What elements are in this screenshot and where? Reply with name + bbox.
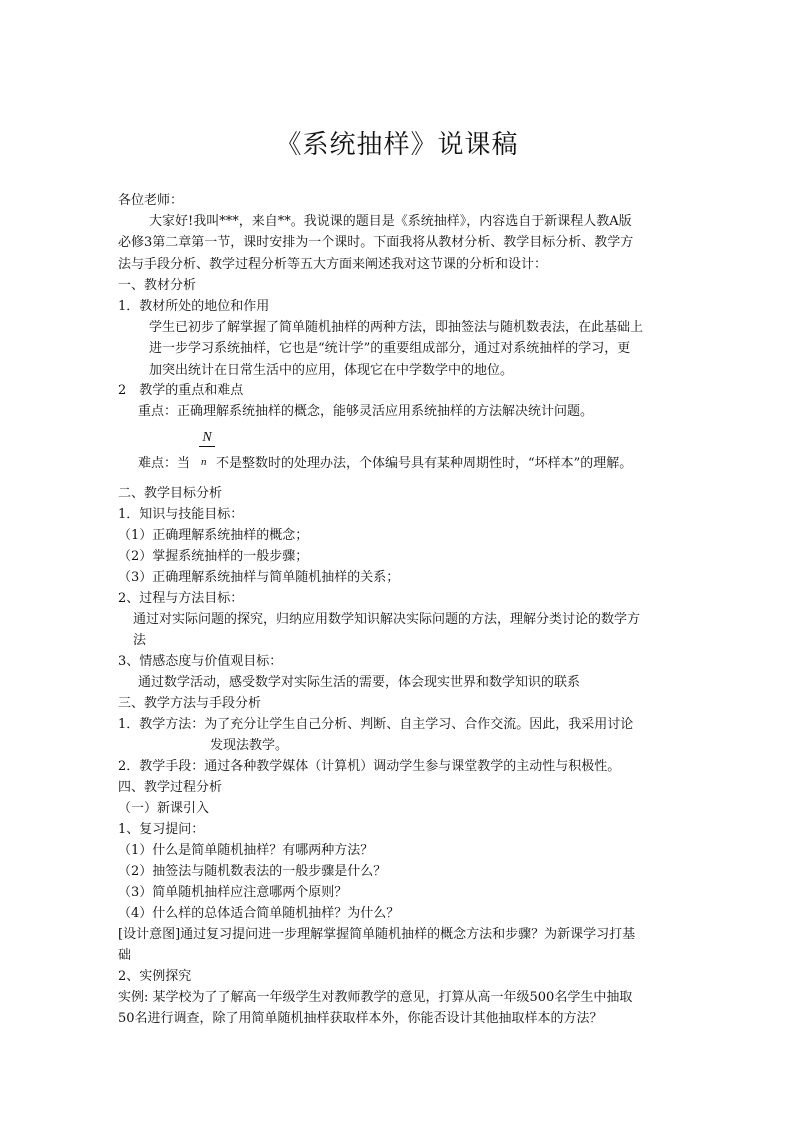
- text-line: 础: [118, 948, 132, 963]
- text-line: 法: [133, 633, 147, 648]
- subsection-heading: 1．教材所处的地位和作用: [118, 299, 270, 314]
- text-line: 学生已初步了解掌握了简单随机抽样的两种方法，即抽签法与随机数表法，在此基础上: [149, 320, 644, 335]
- section-heading: 二、教学目标分析: [118, 486, 223, 501]
- list-item: （1）正确理解系统抽样的概念；: [118, 528, 309, 543]
- text-line: 通过数学活动，感受数学对实际生活的需要，体会现实世界和数学知识的联系: [138, 675, 581, 690]
- text-line: 通过对实际问题的探究，归纳应用数学知识解决实际问题的方法，理解分类讨论的数学方: [133, 612, 641, 627]
- section-heading: 四、教学过程分析: [118, 780, 223, 795]
- text-line: 1．教学方法：为了充分让学生自己分析、判断、自主学习、合作交流。因此，我采用讨论: [118, 717, 634, 732]
- subsection-heading: 2、实例探究: [118, 969, 192, 984]
- text-line: 加突出统计在日常生活中的应用，体现它在中学数学中的地位。: [149, 363, 514, 378]
- text-line: 各位老师：: [118, 193, 184, 208]
- text-line: 进一步学习系统抽样，它也是“统计学”的重要组成部分，通过对系统抽样的学习，更: [149, 341, 631, 356]
- list-item: （1）什么是简单随机抽样？有哪两种方法？: [118, 843, 374, 858]
- text-line: [设计意图]通过复习提问进一步理解掌握简单随机抽样的概念方法和步骤？为新课学习打基: [118, 927, 636, 942]
- subsection-heading: 3、情感态度与价值观目标：: [118, 654, 283, 669]
- list-item: （2）抽签法与随机数表法的一般步骤是什么？: [118, 864, 387, 879]
- subsection-heading: 1．知识与技能目标：: [118, 507, 244, 522]
- text-line: 实例: 某学校为了了解高一年级学生对教师教学的意见，打算从高一年级500名学生中抽取: [118, 990, 633, 1005]
- formula-numerator: N: [202, 430, 212, 445]
- section-heading: 三、教学方法与手段分析: [118, 696, 262, 711]
- text-line: 不是整数时的处理办法，个体编号具有某种周期性时，“坏样本”的理解。: [216, 456, 633, 471]
- text-line: 难点：当: [138, 456, 191, 471]
- text-line: 发现法教学。: [210, 738, 289, 753]
- formula-fraction: [197, 430, 217, 468]
- text-line: 50名进行调查，除了用简单随机抽样获取样本外，你能否设计其他抽取样本的方法？: [118, 1011, 603, 1026]
- formula-denominator: n: [201, 456, 207, 468]
- list-item: （4）什么样的总体适合简单随机抽样？为什么？: [118, 906, 400, 921]
- document-title: 《系统抽样》说课稿: [275, 130, 519, 160]
- fraction-bar: [199, 446, 215, 447]
- list-item: （3）正确理解系统抽样与简单随机抽样的关系；: [118, 570, 400, 585]
- list-item: （2）掌握系统抽样的一般步骤；: [118, 549, 309, 564]
- text-line: 重点：正确理解系统抽样的概念，能够灵活应用系统抽样的方法解决统计问题。: [138, 404, 594, 419]
- text-line: 2．教学手段：通过各种教学媒体（计算机）调动学生参与课堂教学的主动性与积极性。: [118, 759, 621, 774]
- subsection-heading: （一）新课引入: [118, 801, 210, 816]
- subsection-heading: 2 教学的重点和难点: [118, 383, 244, 398]
- text-line: 大家好!我叫***，来自**。我说课的题目是《系统抽样》，内容选自于新课程人教A版: [149, 214, 632, 229]
- text-line: 必修3第二章第一节，课时安排为一个课时。下面我将从教材分析、教学目标分析、教学方: [118, 235, 634, 250]
- list-item: （3）简单随机抽样应注意哪两个原则？: [118, 885, 348, 900]
- section-heading: 一、教材分析: [118, 278, 197, 293]
- text-line: 法与手段分析、教学过程分析等五大方面来阐述我对这节课的分析和设计：: [118, 257, 548, 272]
- subsection-heading: 1、复习提问：: [118, 822, 205, 837]
- subsection-heading: 2、过程与方法目标：: [118, 591, 244, 606]
